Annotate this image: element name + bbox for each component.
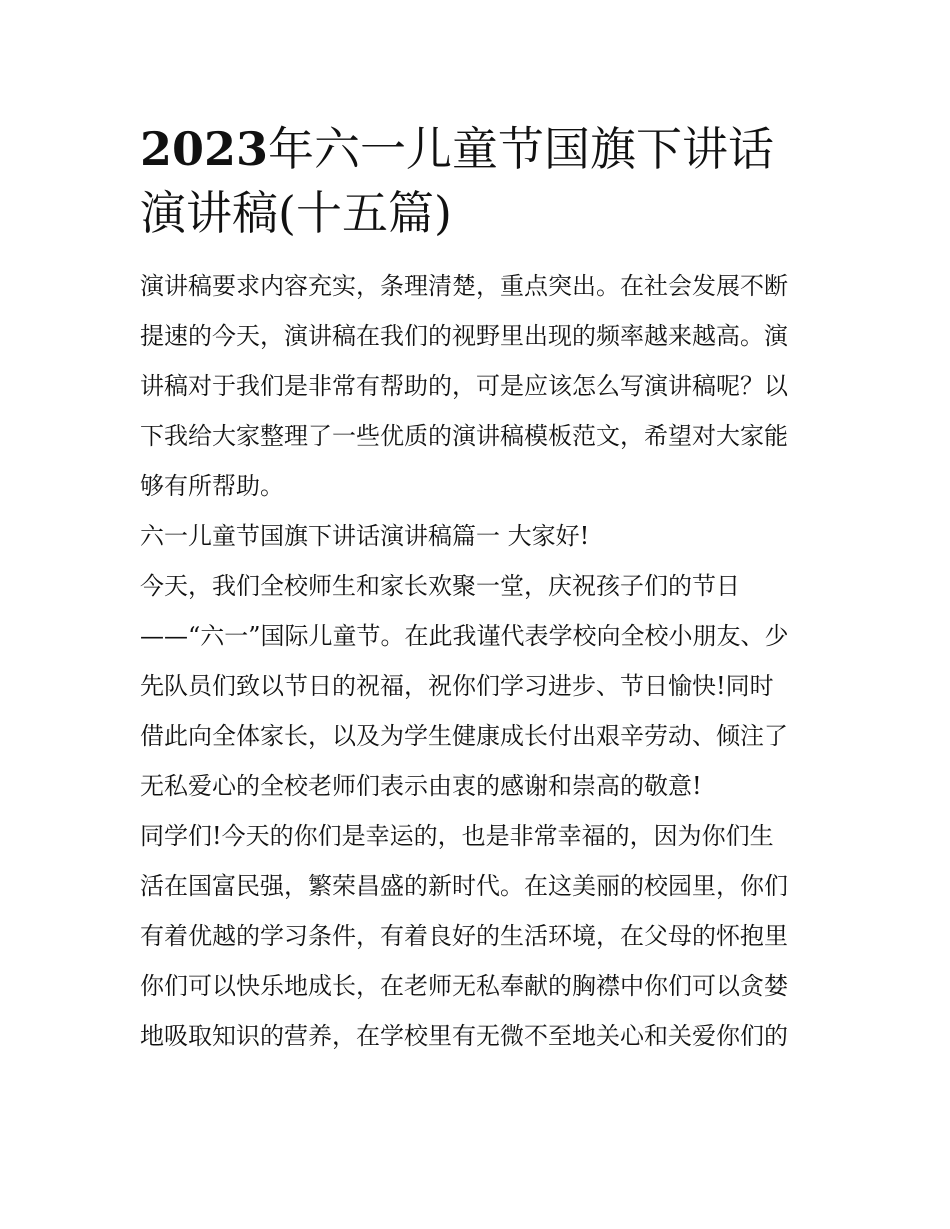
paragraph-line: 今天，我们全校师生和家长欢聚一堂，庆祝孩子们的节日 xyxy=(140,572,740,600)
body-paragraph-2 xyxy=(140,811,812,1061)
paragraph-line: ——“六一”国际儿童节。在此我谨代表学校向全校小朋友、少 xyxy=(140,622,789,650)
body-paragraph-1 xyxy=(140,561,812,811)
paragraph-line: 够有所帮助。 xyxy=(140,472,284,500)
title-line-1-text: 年六一儿童节国旗下讲话 xyxy=(268,122,775,176)
paragraph-line: 六一儿童节国旗下讲话演讲稿篇一 大家好! xyxy=(140,522,590,550)
section-heading-paragraph xyxy=(140,511,812,561)
paragraph-line: 借此向全体家长，以及为学生健康成长付出艰辛劳动、倾注了 xyxy=(140,722,788,750)
paragraph-line: 下我给大家整理了一些优质的演讲稿模板范文，希望对大家能 xyxy=(140,422,788,450)
paragraph-line: 同学们!今天的你们是幸运的，也是非常幸福的，因为你们生 xyxy=(140,822,774,850)
title-year: 2023 xyxy=(140,122,269,176)
document-title xyxy=(140,117,812,245)
paragraph-line: 无私爱心的全校老师们表示由衷的感谢和崇高的敬意! xyxy=(140,772,702,800)
paragraph-line: 地吸取知识的营养，在学校里有无微不至地关心和关爱你们的 xyxy=(140,1022,788,1050)
title-line-1 xyxy=(140,117,812,181)
paragraph-line: 你们可以快乐地成长，在老师无私奉献的胸襟中你们可以贪婪 xyxy=(140,972,788,1000)
paragraph-line: 提速的今天，演讲稿在我们的视野里出现的频率越来越高。演 xyxy=(140,322,788,350)
paragraph-line: 讲稿对于我们是非常有帮助的，可是应该怎么写演讲稿呢？以 xyxy=(140,372,788,400)
paragraph-line: 活在国富民强，繁荣昌盛的新时代。在这美丽的校园里，你们 xyxy=(140,872,788,900)
paragraph-line: 有着优越的学习条件，有着良好的生活环境，在父母的怀抱里 xyxy=(140,922,788,950)
paragraph-line: 先队员们致以节日的祝福，祝你们学习进步、节日愉快!同时 xyxy=(140,672,774,700)
title-line-2: 演讲稿(十五篇) xyxy=(140,186,452,240)
document-content xyxy=(140,117,812,1061)
intro-paragraph xyxy=(140,261,812,511)
paragraph-line: 演讲稿要求内容充实，条理清楚，重点突出。在社会发展不断 xyxy=(140,272,788,300)
